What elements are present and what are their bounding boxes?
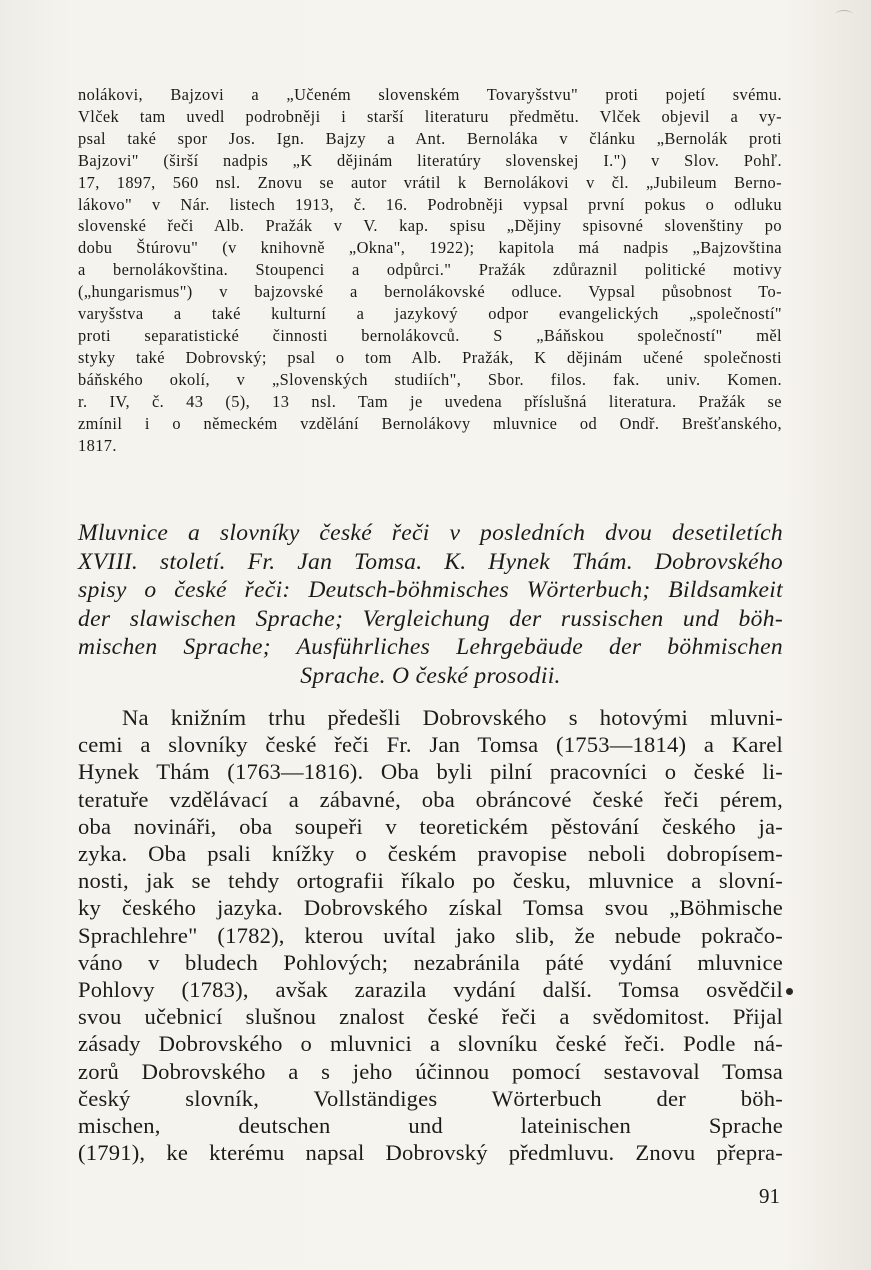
heading-line: spisy o české řeči: Deutsch-böhmisches Wörterbuch; Bildsamkeit: [78, 577, 783, 604]
footnote-block: [78, 84, 782, 456]
body-line: zásady Dobrovského o mluvnici a slovníku české řeči. Podle ná-: [78, 1031, 783, 1057]
body-line: (1791), ke kterému napsal Dobrovský předmluvu. Znovu přepra-: [78, 1140, 783, 1166]
body-line: Na knižním trhu předešli Dobrovského s hotovými mluvni-: [122, 705, 783, 730]
footnote-line: varyšstva a také kulturní a jazykový odpor evangelických „společností": [78, 304, 782, 324]
heading-line: der slawischen Sprache; Vergleichung der russischen und böh-: [78, 605, 783, 632]
footnote-line: psal také spor Jos. Ign. Bajzy a Ant. Bernoláka v článku „Bernolák proti: [78, 128, 782, 148]
footnote-line: nolákovi, Bajzovi a „Učeném slovenském Tovaryšstvu" proti pojetí svému.: [78, 85, 782, 104]
footnote-line: dobu Štúrovu" (v knihovně „Okna", 1922); kapitola má nadpis „Bajzovština: [78, 238, 782, 258]
body-line: cemi a slovníky české řeči Fr. Jan Tomsa (1753—1814) a Karel: [78, 732, 783, 758]
heading-line: Sprache. O české prosodii.: [300, 662, 561, 689]
heading-line: Mluvnice a slovníky české řeči v posledních dvou desetiletích: [78, 520, 783, 546]
heading-line: mischen Sprache; Ausführliches Lehrgebäude der böhmischen: [78, 634, 783, 661]
body-line: zyka. Oba psali knížky o českém pravopise neboli dobropísem-: [78, 841, 783, 867]
footnote-line: proti separatistické činnosti bernolákovců. S „Báňskou společností" měl: [78, 325, 782, 345]
body-text: [78, 704, 783, 1166]
footnote-line: Bajzovi" (širší nadpis „K dějinám literatúry slovenskej I.") v Slov. Pohľ.: [78, 150, 782, 170]
footnote-line: slovenské řeči Alb. Pražák v V. kap. spisu „Dějiny spisovné slovenštiny po: [78, 216, 782, 236]
footnote-line: 1817.: [78, 435, 117, 455]
footnote-line: 17, 1897, 560 nsl. Znovu se autor vrátil k Bernolákovi v čl. „Jubileum Berno-: [78, 172, 782, 192]
footnote-line: lákovo" v Nár. listech 1913, č. 16. Podrobněji vypsal první pokus o odluku: [78, 194, 782, 214]
margin-mark: [786, 988, 793, 995]
footnote-line: styky také Dobrovský; psal o tom Alb. Pražák, K dějinám učené společnosti: [78, 347, 782, 367]
body-line: ky českého jazyka. Dobrovského získal Tomsa svou „Böhmische: [78, 895, 783, 921]
footnote-line: báňského okolí, v „Slovenských studiích", Sbor. filos. fak. univ. Komen.: [78, 369, 782, 389]
body-line: zorů Dobrovského a s jeho účinnou pomocí sestavoval Tomsa: [78, 1058, 783, 1084]
body-line: Hynek Thám (1763—1816). Oba byli pilní pracovníci o české li-: [78, 759, 783, 785]
body-line: nosti, jak se tehdy ortografii říkalo po česku, mluvnice a slovní-: [78, 868, 783, 894]
body-line: mischen, deutschen und lateinischen Sprache: [78, 1113, 783, 1139]
body-line: váno v bludech Pohlových; nezabránila páté vydání mluvnice: [78, 949, 783, 975]
body-line: Sprachlehre" (1782), kterou uvítal jako slib, že nebude pokračo-: [78, 922, 783, 948]
body-line: teratuře vzdělávací a zábavné, oba obráncové české řeči pérem,: [78, 786, 783, 812]
page-number: 91: [759, 1184, 780, 1208]
heading-line: XVIII. století. Fr. Jan Tomsa. K. Hynek Thám. Dobrovského: [78, 548, 783, 575]
section-heading: [78, 519, 783, 691]
footnote-line: a bernolákovština. Stoupenci a odpůrci." Pražák zdůraznil politické motivy: [78, 260, 782, 280]
footnote-line: („hungarismus") v bajzovské a bernolákovské odluce. Vypsal působnost To-: [78, 282, 782, 302]
body-line: Pohlovy (1783), avšak zarazila vydání další. Tomsa osvědčil: [78, 977, 783, 1003]
footnote-line: zmínil i o německém vzdělání Bernolákovy mluvnice od Ondř. Brešťanského,: [78, 413, 782, 433]
body-line: český slovník, Vollständiges Wörterbuch der böh-: [78, 1085, 783, 1111]
footnote-line: r. IV, č. 43 (5), 13 nsl. Tam je uvedena příslušná literatura. Pražák se: [78, 391, 782, 411]
body-line: oba novináři, oba soupeři v teoretickém pěstování českého ja-: [78, 813, 783, 839]
footnote-line: Vlček tam uvedl podrobněji i starší literaturu předmětu. Vlček objevil a vy-: [78, 106, 782, 126]
body-line: svou učebnicí slušnou znalost české řeči a svědomitost. Přijal: [78, 1004, 783, 1030]
paper-edge-mark: [835, 10, 853, 19]
